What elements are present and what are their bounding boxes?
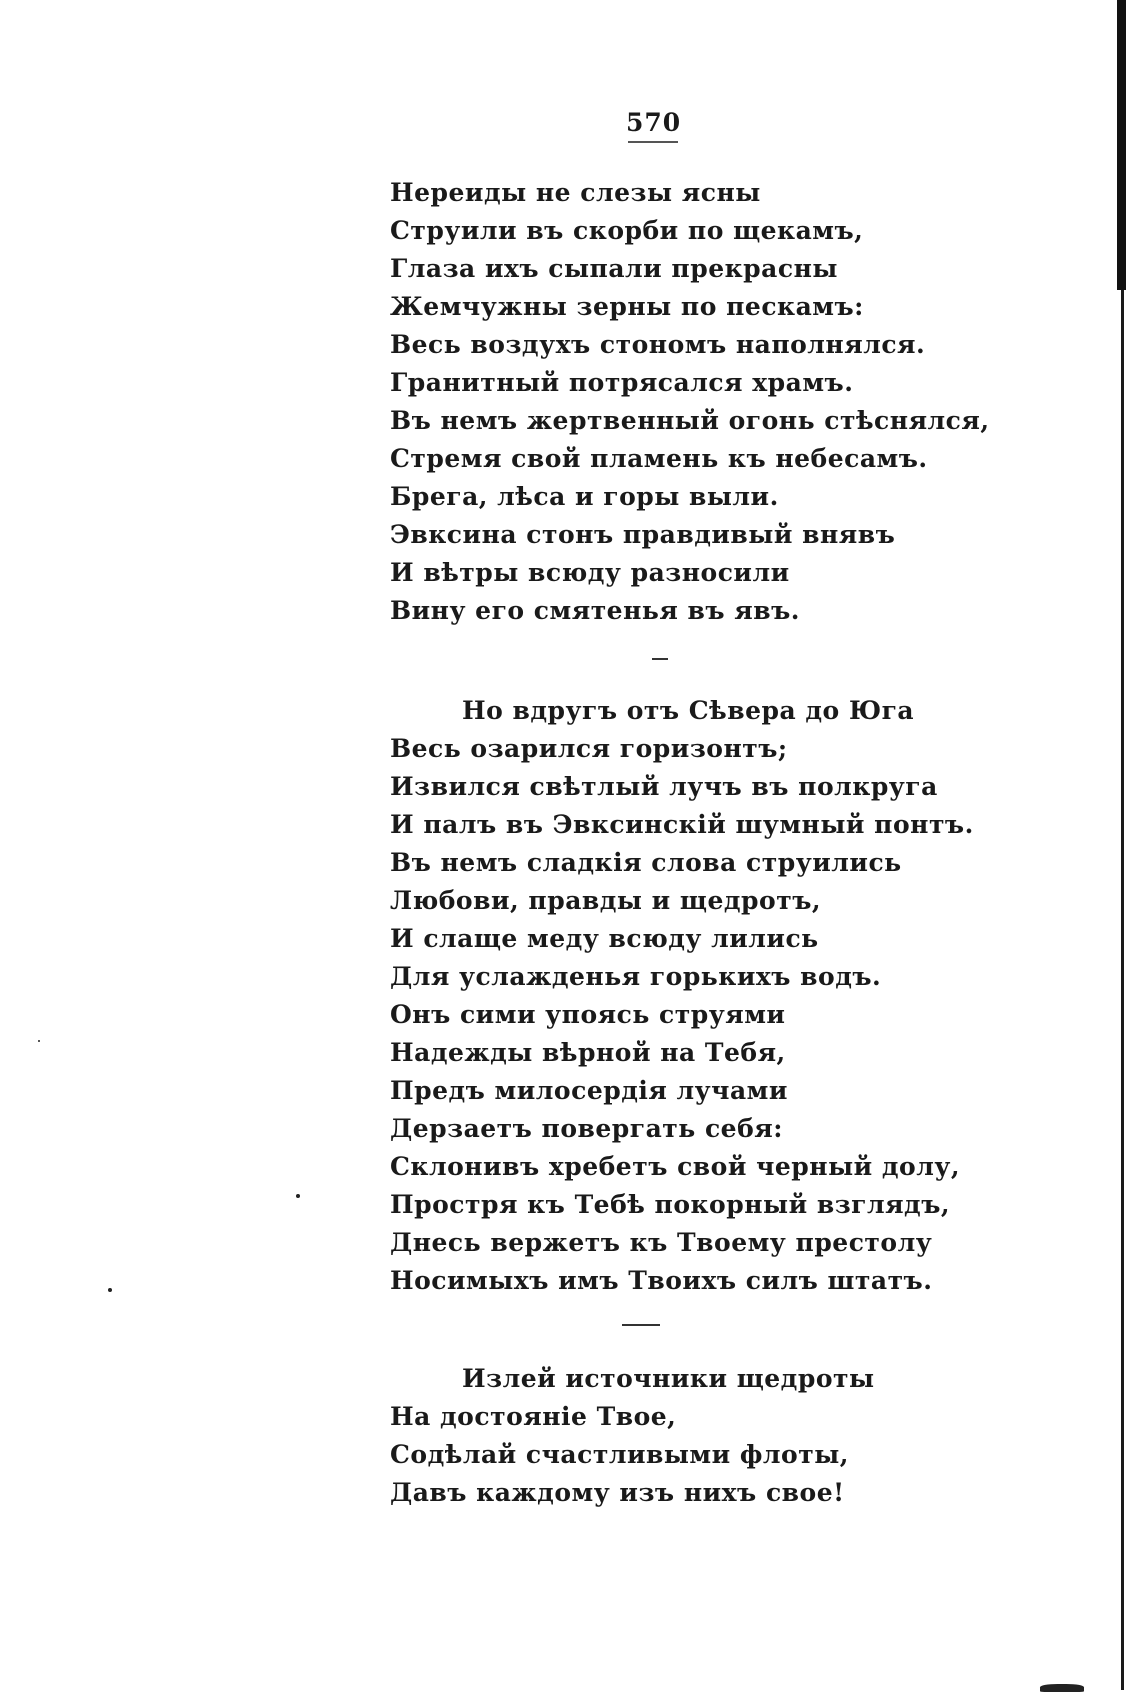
verse-line: Гранитный потрясался храмъ. <box>390 368 854 397</box>
stanza-divider <box>622 1324 660 1326</box>
verse-line: Предъ милосердія лучами <box>390 1076 788 1105</box>
verse-line: Дерзаетъ повергать себя: <box>390 1114 783 1143</box>
verse-line: Излей источники щедроты <box>462 1364 875 1393</box>
verse-line: Весь воздухъ стономъ наполнялся. <box>390 330 926 359</box>
stanza-divider <box>652 658 668 660</box>
stanza-1 <box>390 174 990 630</box>
verse-line: Надежды вѣрной на Тебя, <box>390 1038 786 1067</box>
ink-blot <box>1040 1684 1084 1692</box>
verse-line: Носимыхъ имъ Твоихъ силъ штатъ. <box>390 1266 933 1295</box>
verse-line: Эвксина стонъ правдивый внявъ <box>390 520 896 549</box>
verse-line: Въ немъ жертвенный огонь стѣснялся, <box>390 406 990 435</box>
verse-line: Но вдругъ отъ Сѣвера до Юга <box>462 696 915 725</box>
page-number: 570 <box>626 108 682 137</box>
verse-line: Струили въ скорби по щекамъ, <box>390 216 864 245</box>
verse-line: Весь озарился горизонтъ; <box>390 734 788 763</box>
stanza-3 <box>390 1360 875 1512</box>
ink-speck <box>296 1194 300 1198</box>
verse-line: Въ немъ сладкія слова струились <box>390 848 902 877</box>
verse-line: Нереиды не слезы ясны <box>390 178 761 207</box>
verse-line: Давъ каждому изъ нихъ свое! <box>390 1478 845 1507</box>
ink-speck <box>108 1288 112 1292</box>
verse-line: Днесь вержетъ къ Твоему престолу <box>390 1228 933 1257</box>
verse-line: Стремя свой пламень къ небесамъ. <box>390 444 928 473</box>
verse-line: И палъ въ Эвксинскій шумный понтъ. <box>390 810 974 839</box>
ink-speck <box>38 1040 40 1042</box>
verse-line: Онъ сими упоясь струями <box>390 1000 786 1029</box>
page-edge-shadow <box>1117 0 1126 290</box>
verse-line: Вину его смятенья въ явъ. <box>390 596 800 625</box>
stanza-2 <box>390 692 974 1300</box>
verse-line: Для услажденья горькихъ водъ. <box>390 962 882 991</box>
verse-line: И слаще меду всюду лились <box>390 924 819 953</box>
verse-line: Любови, правды и щедротъ, <box>390 886 822 915</box>
verse-line: Склонивъ хребетъ свой черный долу, <box>390 1152 961 1181</box>
verse-line: Простря къ Тебѣ покорный взглядъ, <box>390 1190 951 1219</box>
verse-line: Извился свѣтлый лучъ въ полкруга <box>390 772 938 801</box>
page-number-underline <box>628 141 678 143</box>
verse-line: Содѣлай счастливыми флоты, <box>390 1440 849 1469</box>
verse-line: Жемчужны зерны по пескамъ: <box>390 292 864 321</box>
verse-line: И вѣтры всюду разносили <box>390 558 790 587</box>
verse-line: Глаза ихъ сыпали прекрасны <box>390 254 838 283</box>
verse-line: На достояніе Твое, <box>390 1402 677 1431</box>
page-edge-line <box>1121 290 1124 1690</box>
verse-line: Брега, лѣса и горы выли. <box>390 482 779 511</box>
